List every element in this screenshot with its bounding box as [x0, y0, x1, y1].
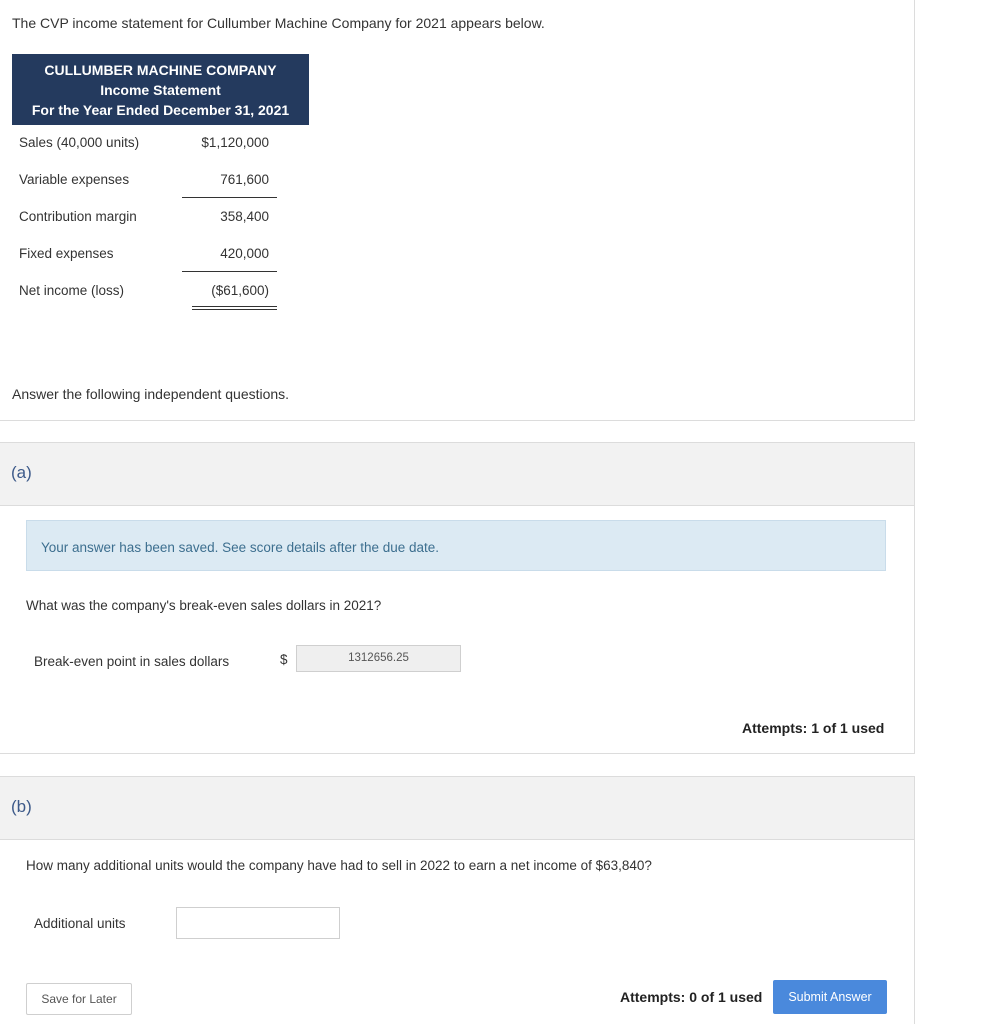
statement-row-variable-expenses: [12, 162, 309, 199]
currency-symbol: $: [280, 652, 288, 667]
break-even-answer-input[interactable]: 1312656.25: [296, 645, 461, 672]
income-statement-header: [12, 54, 309, 125]
statement-row-contribution-margin: [12, 199, 309, 236]
part-b-header: [0, 777, 914, 840]
part-a-label: (a): [11, 463, 32, 482]
question-part-b: [0, 776, 915, 1024]
break-even-field-label: Break-even point in sales dollars: [34, 654, 230, 669]
income-statement: [12, 54, 309, 310]
additional-units-input[interactable]: [176, 907, 340, 939]
save-for-later-button[interactable]: Save for Later: [26, 983, 132, 1015]
double-underline-top: [192, 306, 277, 307]
intro-text: The CVP income statement for Cullumber Machine Company for 2021 appears below.: [12, 15, 545, 31]
part-b-attempts: Attempts: 0 of 1 used: [620, 989, 763, 1005]
single-underline: [182, 271, 277, 272]
part-b-question: How many additional units would the company have had to sell in 2022 to earn a net income of $63,840?: [26, 858, 652, 873]
row-amount: 420,000: [220, 246, 269, 261]
submit-answer-button[interactable]: Submit Answer: [773, 980, 887, 1014]
row-amount: 761,600: [220, 172, 269, 187]
row-label: Sales (40,000 units): [19, 135, 140, 150]
question-part-a: [0, 442, 915, 754]
row-amount: ($61,600): [211, 283, 269, 298]
row-amount: 358,400: [220, 209, 269, 224]
additional-units-field-label: Additional units: [34, 916, 126, 931]
row-label: Variable expenses: [19, 172, 130, 187]
company-name: CULLUMBER MACHINE COMPANY: [44, 62, 277, 78]
statement-row-fixed-expenses: [12, 236, 309, 273]
instructions-text: Answer the following independent questions.: [12, 386, 290, 402]
saved-notice: Your answer has been saved. See score details after the due date.: [26, 520, 886, 571]
statement-period: For the Year Ended December 31, 2021: [31, 102, 290, 118]
statement-row-sales: [12, 125, 309, 162]
single-underline: [182, 197, 277, 198]
row-label: Net income (loss): [19, 283, 125, 298]
part-a-header: [0, 443, 914, 506]
row-label: Contribution margin: [19, 209, 137, 224]
double-underline-bottom: [192, 309, 277, 310]
part-a-question: What was the company's break-even sales dollars in 2021?: [26, 598, 382, 613]
part-a-attempts: Attempts: 1 of 1 used: [742, 720, 885, 736]
statement-row-net-income: [12, 273, 309, 310]
row-amount: $1,120,000: [201, 135, 269, 150]
statement-title: Income Statement: [100, 82, 221, 98]
row-label: Fixed expenses: [19, 246, 114, 261]
problem-intro-card: [0, 0, 915, 421]
part-b-label: (b): [11, 797, 32, 816]
